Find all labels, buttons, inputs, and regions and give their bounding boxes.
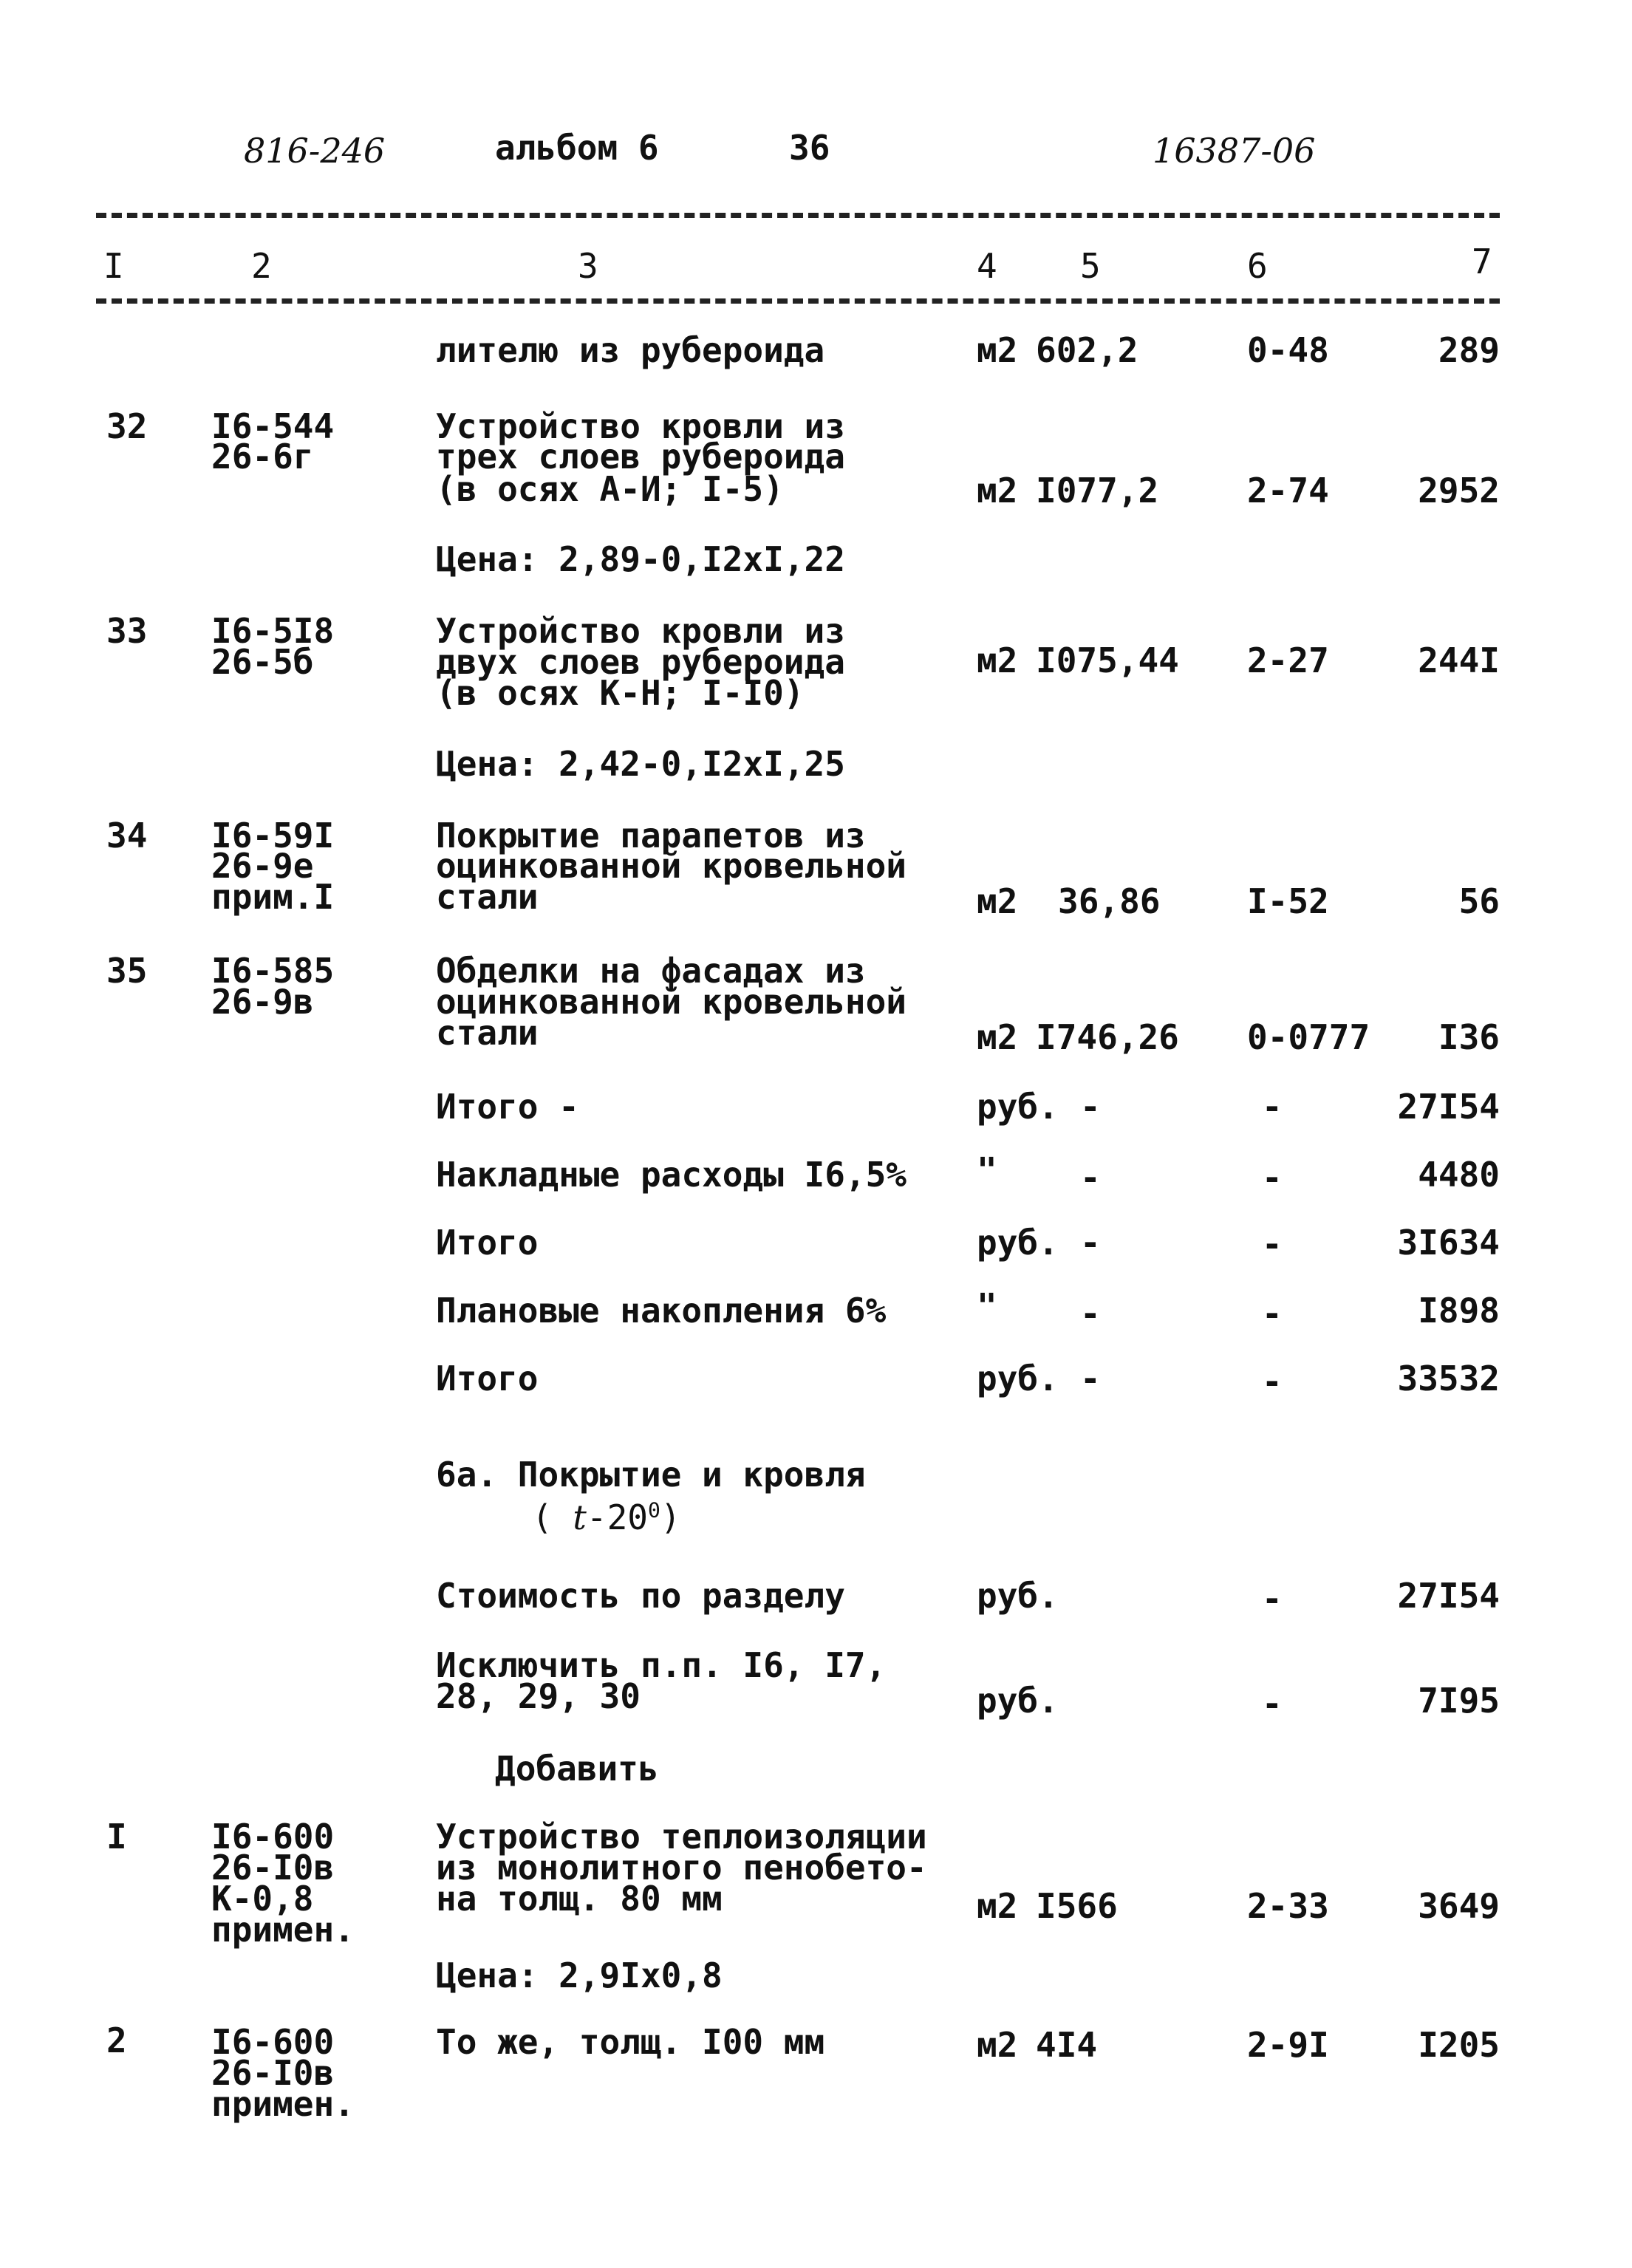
price-note: Цена: 2,9Ix0,8 (436, 1956, 723, 1995)
col-header-6: 6 (1247, 246, 1268, 286)
col-header-3: 3 (578, 246, 598, 286)
row-total: 7I95 (1418, 1681, 1500, 1721)
row-price: - (1262, 1684, 1283, 1724)
row-desc: на толщ. 80 мм (436, 1879, 723, 1919)
row-number: 32 (106, 406, 148, 446)
row-qty: - (1080, 1359, 1101, 1398)
row-unit: м2 (977, 330, 1018, 370)
row-desc: оцинкованной кровельной (436, 846, 907, 886)
row-price: 2-33 (1247, 1886, 1329, 1926)
row-number: 35 (106, 951, 148, 991)
left-handwritten-code: 816-246 (244, 131, 386, 171)
row-desc: двух слоев рубероида (436, 642, 845, 682)
row-qty: I566 (1036, 1886, 1118, 1926)
album-label: альбом 6 (495, 128, 659, 168)
row-desc: Обделки на фасадах из (436, 951, 866, 991)
row-unit: руб. (977, 1087, 1059, 1127)
header-rule-top (96, 213, 1500, 218)
row-qty: - (1080, 1294, 1101, 1333)
section-heading: 6а. Покрытие и кровля (436, 1455, 866, 1495)
row-code: 26-6г (211, 437, 314, 477)
row-number: 2 (106, 2021, 127, 2060)
row-desc: оцинкованной кровельной (436, 982, 907, 1022)
row-unit: руб. (977, 1223, 1059, 1263)
row-number: 33 (106, 611, 148, 651)
row-qty: - (1080, 1158, 1101, 1198)
row-code: 26-I0в (211, 2053, 335, 2093)
row-unit: м2 (977, 2025, 1018, 2065)
row-desc: Устройство кровли из (436, 406, 845, 446)
row-code: 26-I0в (211, 1848, 335, 1888)
row-total: 56 (1458, 881, 1500, 921)
subtotal-label: Итого (436, 1223, 539, 1263)
row-desc: (в осях К-Н; I-I0) (436, 673, 805, 713)
row-qty: I075,44 (1036, 641, 1179, 680)
row-price: - (1262, 1224, 1283, 1264)
add-heading: Добавить (495, 1749, 659, 1789)
row-number: I (106, 1817, 127, 1857)
row-total: 244I (1418, 641, 1500, 680)
row-price: 2-74 (1247, 471, 1329, 510)
row-code: I6-585 (211, 951, 335, 991)
exclude-label: Исключить п.п. I6, I7, (436, 1645, 887, 1685)
header-rule-bottom (96, 298, 1500, 304)
row-price: 2-27 (1247, 641, 1329, 680)
row-qty: I077,2 (1036, 471, 1159, 510)
row-price: - (1262, 1294, 1283, 1333)
row-desc: (в осях А-И; I-5) (436, 469, 784, 509)
row-desc: То же, толщ. I00 мм (436, 2022, 825, 2062)
row-desc: Устройство теплоизоляции (436, 1817, 927, 1857)
row-desc: лителю из рубероида (436, 330, 825, 370)
grand-total-label: Итого (436, 1359, 539, 1398)
row-unit: м2 (977, 881, 1018, 921)
row-price: - (1262, 1158, 1283, 1198)
row-desc: из монолитного пенобето- (436, 1848, 927, 1888)
section-cost-label: Стоимость по разделу (436, 1576, 845, 1616)
overhead-label: Накладные расходы I6,5% (436, 1155, 907, 1195)
row-desc: Устройство кровли из (436, 611, 845, 651)
row-price: 0-48 (1247, 330, 1329, 370)
row-desc: стали (436, 1013, 539, 1053)
row-code: прим.I (211, 877, 335, 917)
row-qty: I746,26 (1036, 1017, 1179, 1057)
row-desc: Покрытие парапетов из (436, 816, 866, 855)
row-total: I898 (1418, 1291, 1500, 1331)
row-code: 26-9е (211, 846, 314, 886)
row-code: примен. (211, 1910, 355, 1950)
row-unit: м2 (977, 1886, 1018, 1926)
col-header-4: 4 (977, 246, 997, 286)
price-note: Цена: 2,42-0,I2xI,25 (436, 744, 845, 784)
row-unit: руб. (977, 1681, 1059, 1721)
row-code: 26-9в (211, 982, 314, 1022)
row-unit: руб. (977, 1359, 1059, 1398)
row-total: 4480 (1418, 1155, 1500, 1195)
row-price: 2-9I (1247, 2025, 1329, 2065)
row-desc: трех слоев рубероида (436, 437, 845, 477)
page-number: 36 (789, 128, 830, 168)
row-unit: м2 (977, 1017, 1018, 1057)
row-total: 27I54 (1397, 1087, 1500, 1127)
right-handwritten-code: 16387-06 (1153, 131, 1316, 171)
grand-total-value: 33532 (1397, 1359, 1500, 1398)
row-code: примен. (211, 2084, 355, 2124)
row-total: I36 (1438, 1017, 1500, 1057)
planned-savings-label: Плановые накопления 6% (436, 1291, 887, 1331)
row-qty: - (1080, 1223, 1101, 1263)
row-qty: 36,86 (1058, 881, 1161, 921)
row-unit: руб. (977, 1576, 1059, 1616)
row-total: I205 (1418, 2025, 1500, 2065)
row-qty: 602,2 (1036, 330, 1138, 370)
row-price: - (1262, 1087, 1283, 1127)
row-desc: стали (436, 877, 539, 917)
section-temperature: ( $t-20^0$) (532, 1497, 681, 1537)
row-total: 2952 (1418, 471, 1500, 510)
row-code: I6-5I8 (211, 611, 335, 651)
row-code: I6-600 (211, 2022, 335, 2062)
row-unit: м2 (977, 641, 1018, 680)
row-code: I6-544 (211, 406, 335, 446)
row-unit: " (977, 1150, 997, 1190)
col-header-1: I (103, 246, 124, 286)
row-unit: " (977, 1286, 997, 1326)
row-price: 0-0777 (1247, 1017, 1370, 1057)
row-total: 289 (1438, 330, 1500, 370)
row-number: 34 (106, 816, 148, 855)
col-header-2: 2 (251, 246, 272, 286)
price-note: Цена: 2,89-0,I2xI,22 (436, 539, 845, 579)
row-price: - (1262, 1579, 1283, 1619)
row-code: 26-5б (211, 642, 314, 682)
row-total: 27I54 (1397, 1576, 1500, 1616)
row-code: I6-600 (211, 1817, 335, 1857)
row-price: - (1262, 1362, 1283, 1401)
col-header-7: 7 (1472, 242, 1492, 281)
row-code: I6-59I (211, 816, 335, 855)
exclude-label: 28, 29, 30 (436, 1676, 641, 1716)
row-qty: 4I4 (1036, 2025, 1098, 2065)
col-header-5: 5 (1080, 246, 1101, 286)
row-total: 3I634 (1397, 1223, 1500, 1263)
row-total: 3649 (1418, 1886, 1500, 1926)
row-unit: м2 (977, 471, 1018, 510)
row-price: I-52 (1247, 881, 1329, 921)
subtotal-label: Итого - (436, 1087, 579, 1127)
row-code: К-0,8 (211, 1879, 314, 1919)
row-qty: - (1080, 1087, 1101, 1127)
